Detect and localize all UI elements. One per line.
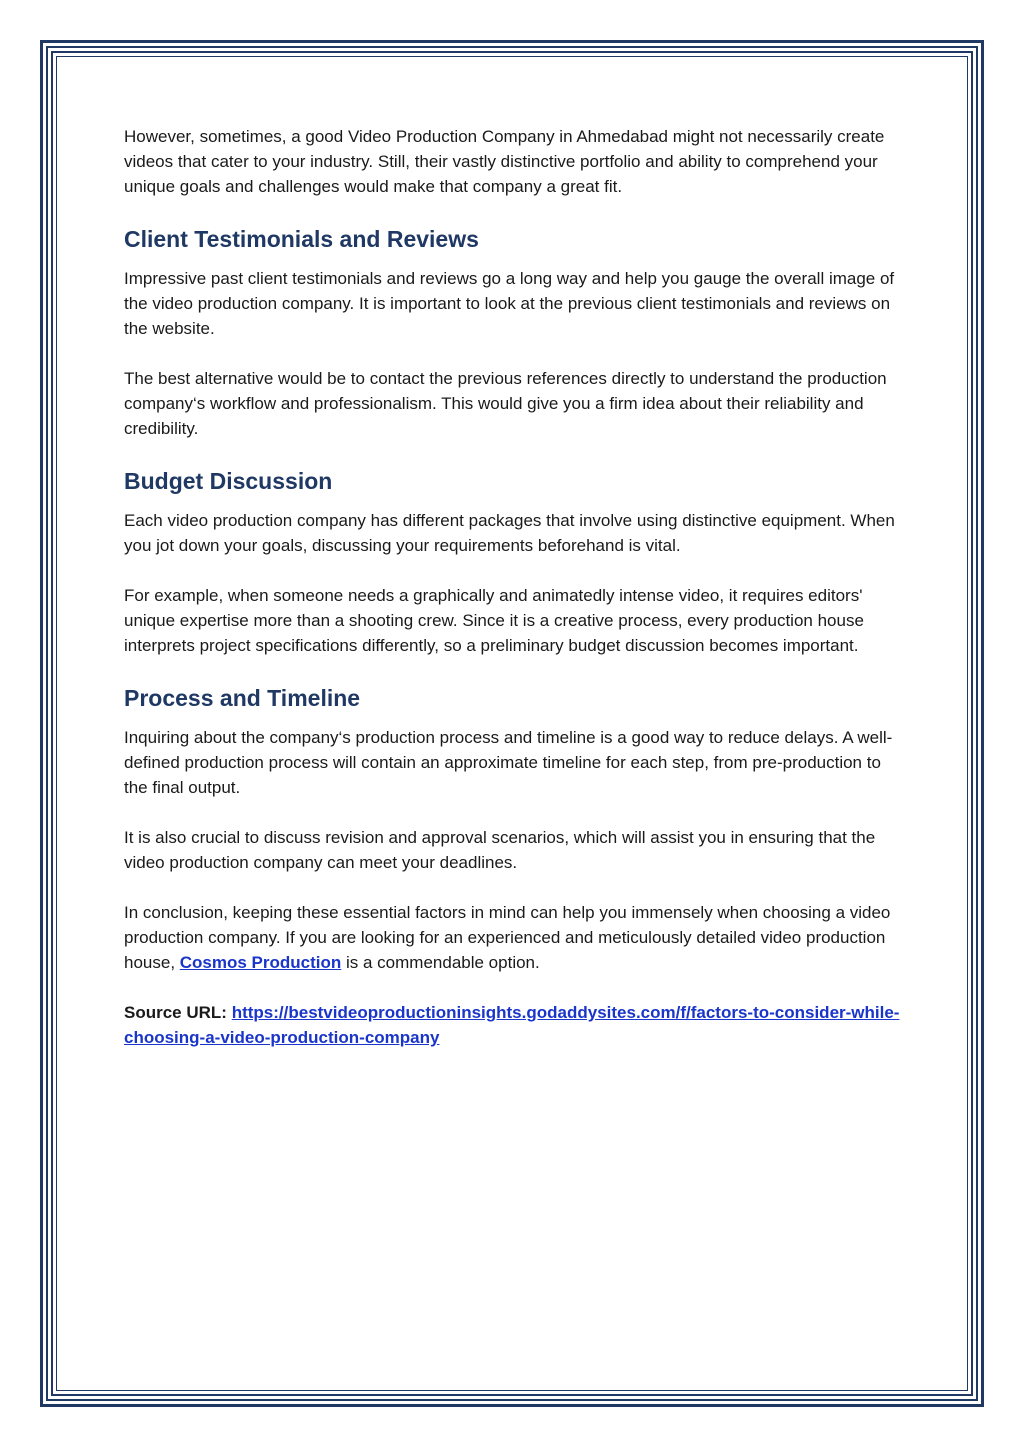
process-paragraph-1: Inquiring about the company‘s production process and timeline is a good way to reduce delays. A well-defined production process will contain an approximate timeline for each step, from pre-production to the final output.	[124, 728, 893, 797]
conclusion-text-before: In conclusion, keeping these essential factors in mind can help you immensely when choosing a video production company. If you are looking for an experienced and meticulously detailed video production house,	[124, 903, 891, 972]
cosmos-production-link[interactable]: Cosmos Production	[179, 953, 342, 972]
heading-process-timeline: Process and Timeline	[124, 685, 361, 711]
conclusion-text-after: is a commendable option.	[341, 953, 540, 972]
testimonials-paragraph-2: The best alternative would be to contact the previous references directly to understand the production company‘s workflow and professionalism. This would give you a firm idea about their reliability and credibility.	[124, 369, 887, 438]
process-paragraph-2: It is also crucial to discuss revision and approval scenarios, which will assist you in ensuring that the video production company can meet your deadlines.	[124, 828, 876, 872]
budget-paragraph-2: For example, when someone needs a graphically and animatedly intense video, it requires editors' unique expertise more than a shooting crew. Since it is a creative process, every production house interprets project specifications differently, so a preliminary budget discussion becomes important.	[124, 586, 864, 655]
source-label: Source URL:	[124, 1003, 227, 1022]
heading-client-testimonials: Client Testimonials and Reviews	[124, 226, 479, 252]
heading-budget-discussion: Budget Discussion	[124, 468, 333, 494]
intro-paragraph: However, sometimes, a good Video Production Company in Ahmedabad might not necessarily create videos that cater to your industry. Still, their vastly distinctive portfolio and ability to comprehend your unique goals and challenges would make that company a great fit.	[124, 127, 885, 196]
conclusion-paragraph	[124, 900, 904, 975]
document-body	[124, 124, 904, 1075]
source-url-link[interactable]: https://bestvideoproductioninsights.godaddysites.com/f/factors-to-consider-while-choosing-a-video-production-company	[124, 1003, 900, 1047]
testimonials-paragraph-1: Impressive past client testimonials and reviews go a long way and help you gauge the overall image of the video production company. It is important to look at the previous client testimonials and reviews on the website.	[124, 269, 895, 338]
budget-paragraph-1: Each video production company has different packages that involve using distinctive equipment. When you jot down your goals, discussing your requirements beforehand is vital.	[124, 511, 895, 555]
source-line	[124, 1000, 904, 1050]
